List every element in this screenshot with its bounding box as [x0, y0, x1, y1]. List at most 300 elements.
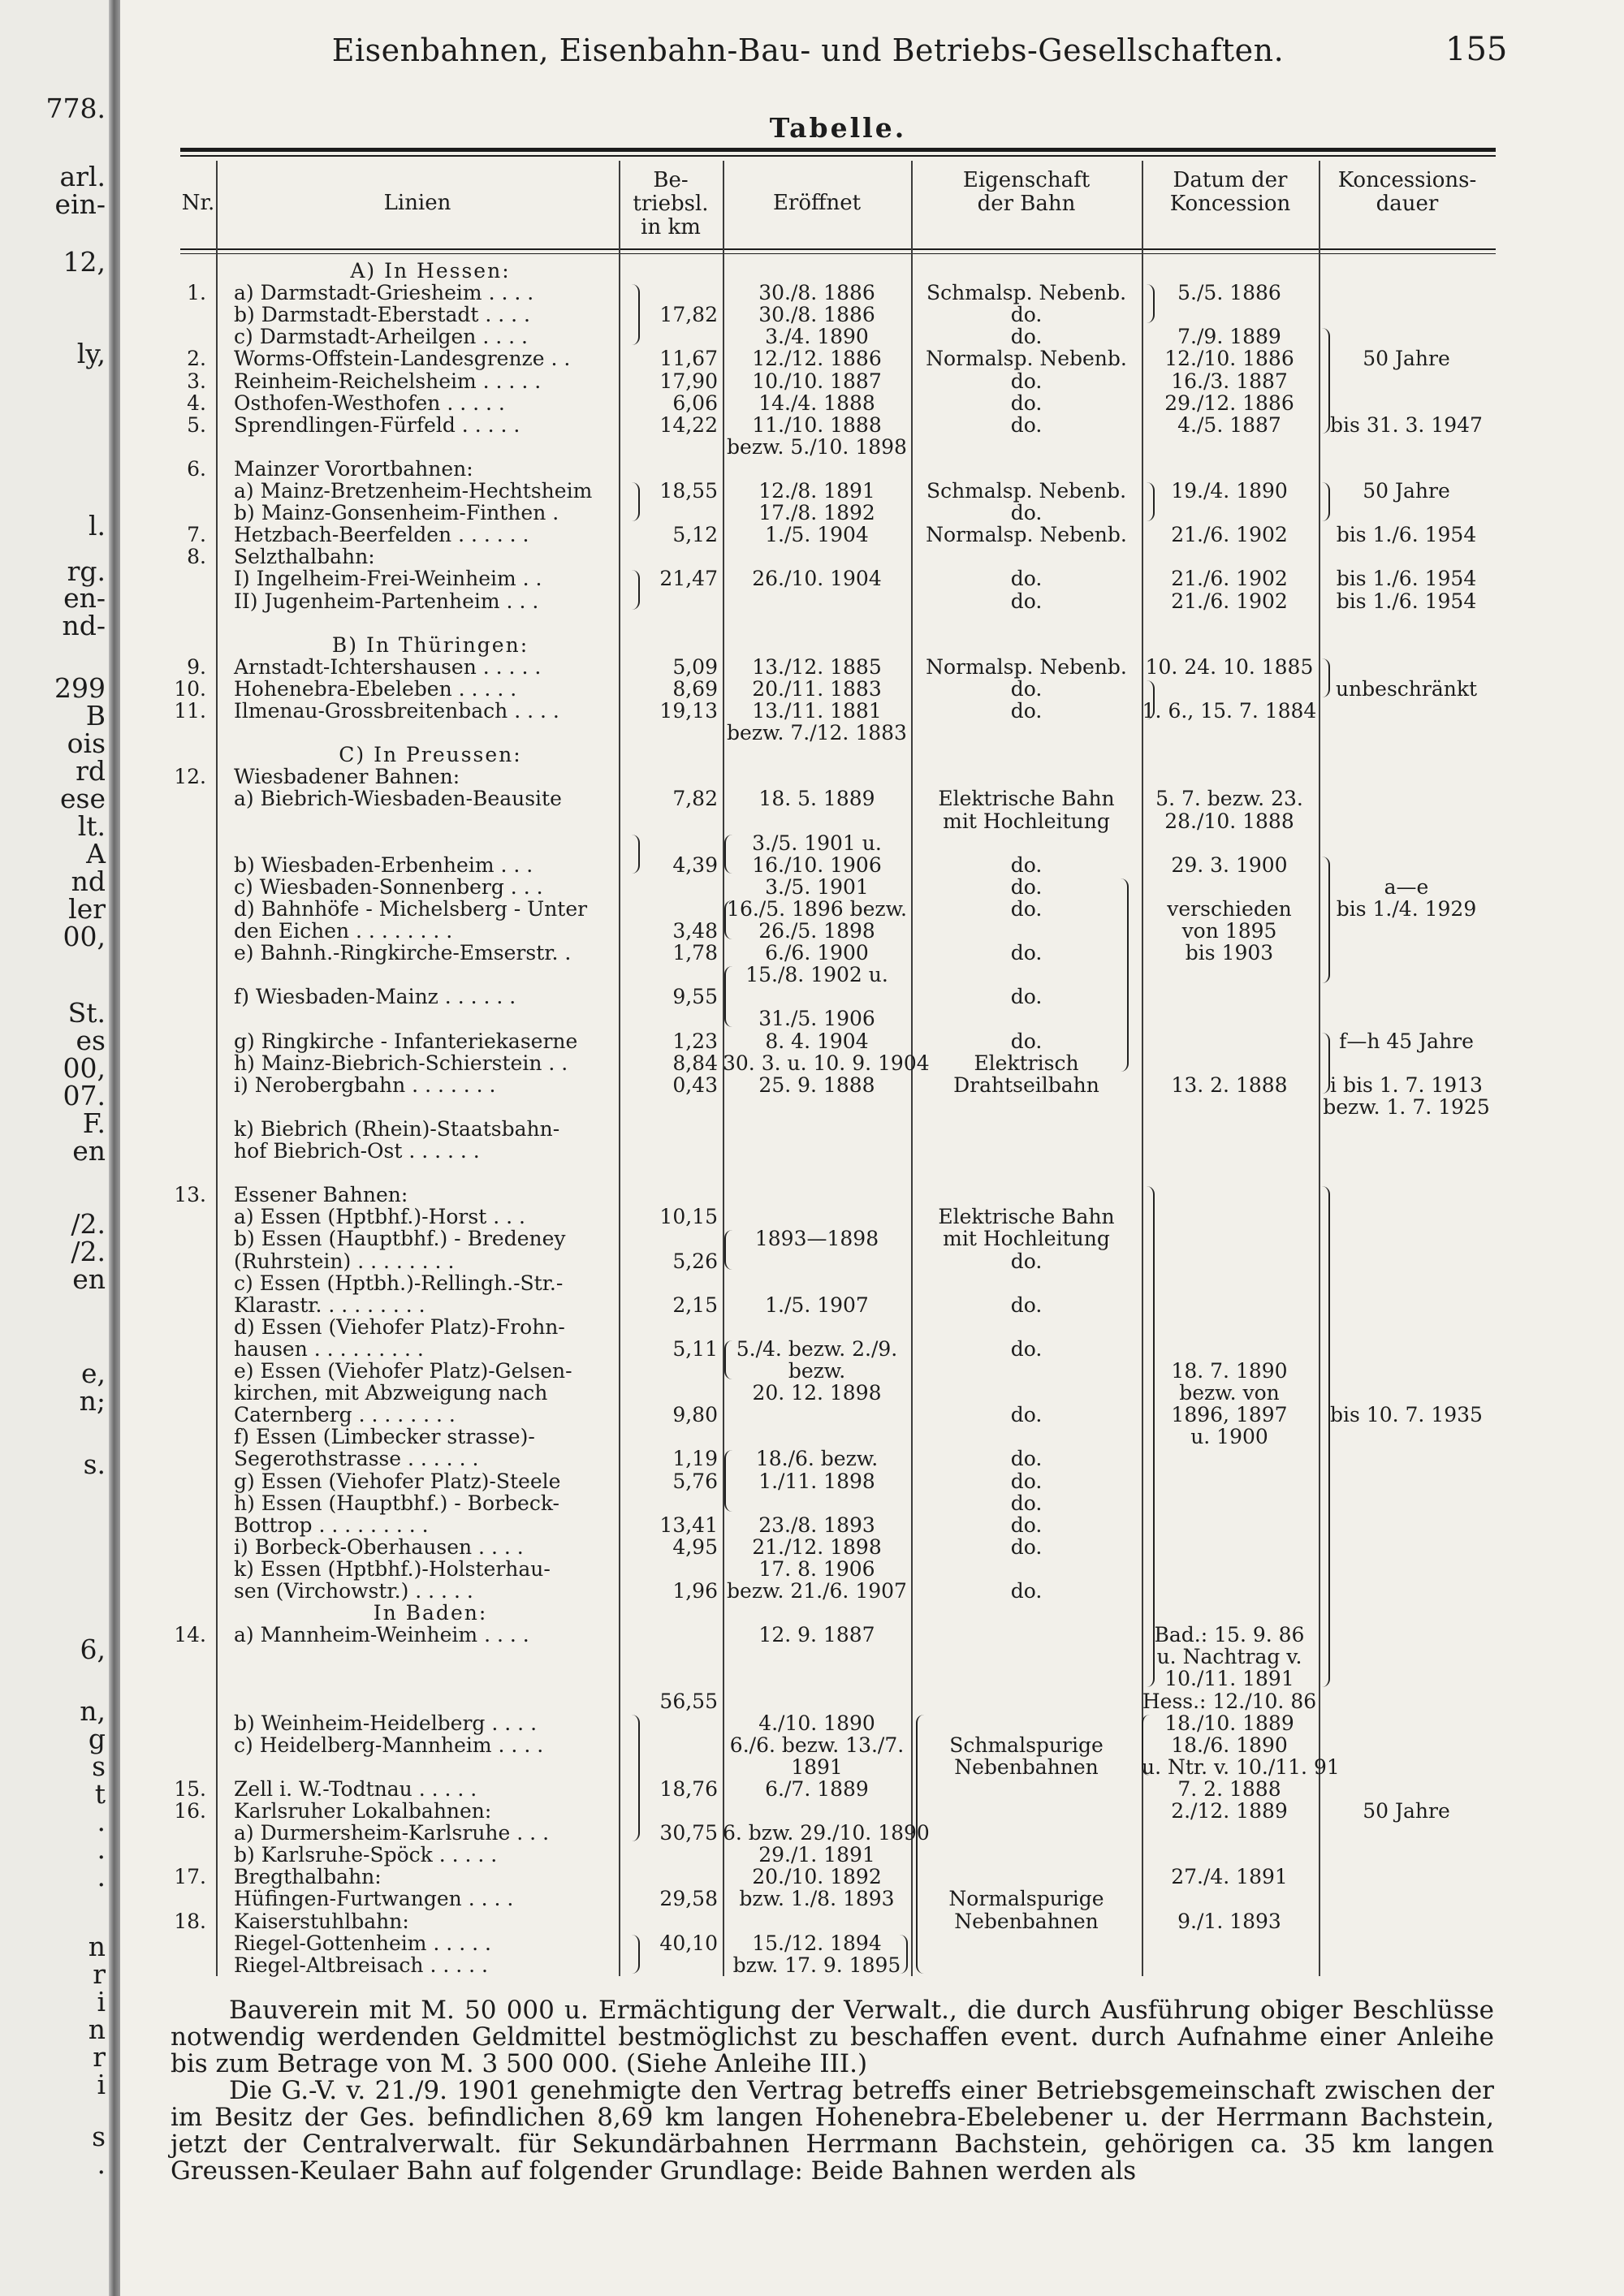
table-row	[0, 1932, 1624, 1954]
cell-date: 21./6. 1902	[1171, 589, 1288, 613]
margin-fragment: /2.	[71, 1208, 106, 1240]
margin-fragment: s	[92, 2121, 106, 2152]
cell-type: do.	[1010, 325, 1043, 348]
column-header-dauer: Koncessions- dauer	[1337, 168, 1477, 216]
curly-brace	[1322, 857, 1330, 983]
cell-nr: 14.	[174, 1623, 206, 1646]
body-text	[171, 1997, 1494, 2185]
cell-date: 10. 24. 10. 1885	[1145, 655, 1314, 679]
table-row	[0, 1272, 1624, 1294]
cell-nr: 7.	[187, 523, 206, 546]
cell-type: do.	[1010, 1513, 1043, 1537]
cell-type: Normalspurige	[948, 1887, 1104, 1910]
cell-type: do.	[1010, 1447, 1043, 1470]
section-heading-row	[0, 744, 1624, 766]
margin-fragment: .	[97, 1861, 106, 1892]
cell-dur: bis 10. 7. 1935	[1330, 1403, 1483, 1426]
cell-dur: unbeschränkt	[1335, 677, 1478, 701]
table-row	[0, 1844, 1624, 1866]
cell-open: 18. 5. 1889	[758, 787, 875, 810]
cell-line: sen (Virchowstr.) . . . . .	[234, 1579, 473, 1603]
cell-line: Caternberg . . . . . . . .	[234, 1403, 456, 1426]
cell-date: 1. 6., 15. 7. 1884	[1142, 699, 1317, 723]
cell-line: b) Wiesbaden-Erbenheim . . .	[234, 853, 533, 877]
cell-open: 1./11. 1898	[758, 1470, 875, 1493]
table-body	[0, 260, 1624, 1981]
cell-type: Elektrisch	[974, 1051, 1079, 1075]
cell-open: 10./10. 1887	[752, 369, 882, 393]
cell-open: 18./6. bezw.	[755, 1447, 879, 1470]
table-row	[0, 1866, 1624, 1888]
table-row	[0, 1514, 1624, 1536]
cell-nr: 5.	[187, 413, 206, 437]
cell-type: do.	[1010, 1535, 1043, 1559]
cell-line: Riegel-Gottenheim . . . . .	[234, 1931, 491, 1955]
table-row	[0, 568, 1624, 589]
cell-len: 3,48	[672, 919, 718, 943]
cell-line: Kaiserstuhlbahn:	[234, 1910, 409, 1933]
table-row	[0, 1580, 1624, 1602]
table-row	[0, 524, 1624, 546]
cell-line: a) Darmstadt-Griesheim . . . .	[234, 281, 534, 304]
cell-open: 30. 3. u. 10. 9. 1904	[723, 1051, 930, 1075]
table-row	[0, 942, 1624, 964]
cell-date: 7. 2. 1888	[1177, 1777, 1281, 1801]
table-row	[0, 722, 1624, 744]
cell-open: 12./8. 1891	[758, 479, 875, 503]
cell-open: 23./8. 1893	[758, 1513, 875, 1537]
column-header-nr: Nr.	[181, 191, 215, 215]
cell-open: 15./12. 1894	[752, 1931, 882, 1955]
cell-type: do.	[1010, 985, 1043, 1008]
cell-date: 13. 2. 1888	[1171, 1073, 1288, 1097]
cell-len: 5,12	[672, 523, 718, 546]
cell-len: 9,55	[672, 985, 718, 1008]
table-row	[0, 458, 1624, 480]
table-row	[0, 1316, 1624, 1338]
cell-line: Hüfingen-Furtwangen . . . .	[234, 1887, 514, 1910]
cell-type: Elektrische Bahn	[938, 1205, 1115, 1228]
cell-type: mit Hochleitung	[943, 1227, 1110, 1250]
margin-fragment: .	[97, 2148, 106, 2180]
cell-dur: 50 Jahre	[1363, 1799, 1450, 1823]
cell-open: bezw. 5./10. 1898	[727, 435, 907, 459]
cell-type: Elektrische Bahn	[938, 787, 1115, 810]
cell-type: Nebenbahnen	[954, 1755, 1099, 1779]
table-row	[0, 436, 1624, 458]
cell-nr: 12.	[174, 765, 206, 788]
curly-brace	[632, 482, 640, 521]
cell-line: Mainzer Vorortbahnen:	[234, 457, 473, 481]
cell-open: 3./4. 1890	[765, 325, 869, 348]
curly-brace	[724, 966, 732, 1027]
cell-date: 18./6. 1890	[1171, 1733, 1288, 1757]
cell-line: Klarastr. . . . . . . . .	[234, 1293, 425, 1317]
cell-type: do.	[1010, 941, 1043, 965]
cell-line: k) Essen (Hptbhf.)-Holsterhau-	[234, 1557, 551, 1581]
cell-date: von 1895	[1181, 919, 1277, 943]
cell-line: Karlsruher Lokalbahnen:	[234, 1799, 492, 1823]
cell-line: Reinheim-Reichelsheim . . . . .	[234, 369, 542, 393]
column-header-laenge: Be- triebsl. in km	[633, 168, 709, 240]
cell-line: c) Darmstadt-Arheilgen . . . .	[234, 325, 528, 348]
margin-fragment: e,	[80, 1357, 106, 1389]
cell-open: 25. 9. 1888	[758, 1073, 875, 1097]
cell-len: 21,47	[659, 567, 718, 590]
cell-type: do.	[1010, 589, 1043, 613]
cell-date: u. Nachtrag v.	[1156, 1645, 1302, 1668]
curly-brace	[632, 1935, 640, 1974]
cell-open: bzw. 17. 9. 1895	[732, 1953, 901, 1977]
table-row	[0, 1162, 1624, 1184]
table-top-rule-thin	[180, 155, 1496, 157]
cell-date: bezw. von	[1179, 1381, 1280, 1405]
cell-open: 17. 8. 1906	[758, 1557, 875, 1581]
cell-line: C) In Preussen:	[339, 743, 522, 766]
cell-date: 7./9. 1889	[1177, 325, 1281, 348]
table-row	[0, 1888, 1624, 1910]
cell-open: 1893—1898	[754, 1227, 879, 1250]
cell-len: 29,58	[659, 1887, 718, 1910]
cell-open: 11./10. 1888	[752, 413, 882, 437]
cell-len: 11,67	[659, 347, 718, 370]
curly-brace	[900, 1935, 908, 1974]
margin-fragment: arl.	[59, 161, 106, 192]
cell-nr: 4.	[187, 391, 206, 415]
table-row	[0, 546, 1624, 568]
cell-line: Zell i. W.-Todtnau . . . . .	[234, 1777, 477, 1801]
cell-line: Arnstadt-Ichtershausen . . . . .	[234, 655, 542, 679]
cell-open: 13./11. 1881	[752, 699, 882, 723]
margin-fragment: i	[97, 2069, 106, 2100]
cell-len: 30,75	[659, 1821, 718, 1845]
table-row	[0, 1492, 1624, 1514]
cell-line: f) Wiesbaden-Mainz . . . . . .	[234, 985, 516, 1008]
cell-nr: 1.	[187, 281, 206, 304]
cell-line: d) Essen (Viehofer Platz)-Frohn-	[234, 1315, 565, 1339]
cell-dur: i bis 1. 7. 1913	[1330, 1073, 1483, 1097]
cell-line: kirchen, mit Abzweigung nach	[234, 1381, 548, 1405]
cell-len: 40,10	[659, 1931, 718, 1955]
cell-date: 10./11. 1891	[1164, 1667, 1294, 1690]
cell-open: 20./11. 1883	[752, 677, 882, 701]
curly-brace	[1142, 1715, 1150, 1776]
table-row	[0, 347, 1624, 369]
cell-dur: bis 31. 3. 1947	[1330, 413, 1483, 437]
margin-fragment: n	[88, 2013, 106, 2045]
table-row	[0, 392, 1624, 414]
cell-open: 6./6. bezw. 13./7.	[729, 1733, 905, 1757]
margin-fragment: ler	[68, 893, 106, 925]
cell-len: 1,23	[672, 1029, 718, 1053]
cell-type: do.	[1010, 1491, 1043, 1515]
cell-line: c) Wiesbaden-Sonnenberg . . .	[234, 875, 543, 899]
cell-type: do.	[1010, 303, 1043, 326]
cell-date: 21./6. 1902	[1171, 567, 1288, 590]
column-header-eigenschaft: Eigenschaft der Bahn	[962, 168, 1091, 216]
cell-date: 18. 7. 1890	[1171, 1359, 1288, 1383]
table-row	[0, 1426, 1624, 1448]
cell-type: Drahtseilbahn	[953, 1073, 1099, 1097]
cell-len: 4,39	[672, 853, 718, 877]
cell-dur: bis 1./6. 1954	[1336, 567, 1477, 590]
margin-fragment: g	[88, 1723, 106, 1754]
table-row	[0, 1118, 1624, 1140]
cell-nr: 11.	[174, 699, 206, 723]
cell-line: Worms-Offstein-Landesgrenze . .	[234, 347, 571, 370]
margin-fragment: r	[93, 1958, 106, 1990]
curly-brace	[1322, 482, 1330, 521]
margin-fragment: St.	[67, 997, 106, 1029]
page-number: 155	[1445, 31, 1508, 68]
table-row	[0, 1822, 1624, 1844]
cell-len: 5,76	[672, 1470, 718, 1493]
cell-date: 1896, 1897	[1171, 1403, 1288, 1426]
cell-type: do.	[1010, 875, 1043, 899]
cell-date: Bad.: 15. 9. 86	[1154, 1623, 1305, 1646]
cell-type: do.	[1010, 1403, 1043, 1426]
cell-open: 21./12. 1898	[752, 1535, 882, 1559]
cell-date: 29./12. 1886	[1164, 391, 1294, 415]
table-row	[0, 1008, 1624, 1029]
cell-line: b) Darmstadt-Eberstadt . . . .	[234, 303, 530, 326]
cell-line: a) Durmersheim-Karlsruhe . . .	[234, 1821, 550, 1845]
margin-fragment: nd-	[62, 610, 106, 641]
curly-brace	[724, 900, 732, 939]
cell-type: do.	[1010, 1579, 1043, 1603]
cell-open: 12. 9. 1887	[758, 1623, 875, 1646]
cell-line: Ilmenau-Grossbreitenbach . . . .	[234, 699, 559, 723]
table-row	[0, 1712, 1624, 1734]
table-row	[0, 1294, 1624, 1316]
table-row	[0, 1052, 1624, 1074]
cell-date: 5. 7. bezw. 23.	[1155, 787, 1303, 810]
curly-brace	[1147, 482, 1155, 521]
margin-fragment: t	[94, 1778, 106, 1810]
curly-brace	[1121, 878, 1129, 1072]
cell-line: B) In Thüringen:	[331, 633, 529, 657]
cell-len: 9,80	[672, 1403, 718, 1426]
cell-line: Wiesbadener Bahnen:	[234, 765, 460, 788]
cell-line: hof Biebrich-Ost . . . . . .	[234, 1139, 480, 1163]
column-header-eroeffnet: Eröffnet	[772, 191, 862, 215]
cell-nr: 18.	[174, 1910, 206, 1933]
cell-date: 2./12. 1889	[1171, 1799, 1288, 1823]
cell-line: Selzthalbahn:	[234, 545, 375, 568]
cell-line: Hetzbach-Beerfelden . . . . . .	[234, 523, 529, 546]
margin-fragment: .	[97, 1833, 106, 1865]
cell-type: do.	[1010, 897, 1043, 921]
cell-len: 19,13	[659, 699, 718, 723]
cell-line: i) Nerobergbahn . . . . . . .	[234, 1073, 496, 1097]
cell-type: do.	[1010, 1293, 1043, 1317]
table-row	[0, 876, 1624, 898]
table-row	[0, 370, 1624, 392]
cell-open: 26./10. 1904	[752, 567, 882, 590]
table-row	[0, 1404, 1624, 1426]
table-row	[0, 1360, 1624, 1382]
cell-open: 1891	[791, 1755, 843, 1779]
curly-brace	[1147, 284, 1155, 323]
curly-brace	[632, 1715, 640, 1841]
cell-open: 14./4. 1888	[758, 391, 875, 415]
section-heading-row	[0, 260, 1624, 282]
cell-date: bis 1903	[1185, 941, 1274, 965]
cell-dur: 50 Jahre	[1363, 479, 1450, 503]
table-row	[0, 1624, 1624, 1646]
cell-type: do.	[1010, 699, 1043, 723]
table-row	[0, 1910, 1624, 1932]
cell-len: 5,11	[672, 1337, 718, 1361]
cell-nr: 17.	[174, 1865, 206, 1888]
margin-fragment: l.	[88, 510, 106, 542]
cell-type: Schmalsp. Nebenb.	[926, 281, 1127, 304]
cell-line: A) In Hessen:	[350, 259, 511, 283]
cell-line: a) Mannheim-Weinheim . . . .	[234, 1623, 529, 1646]
column-header-datum: Datum der Koncession	[1169, 168, 1291, 216]
curly-brace	[724, 1450, 732, 1512]
cell-line: Sprendlingen-Fürfeld . . . . .	[234, 413, 520, 437]
cell-open: 17./8. 1892	[758, 501, 875, 524]
cell-date: verschieden	[1167, 897, 1292, 921]
cell-line: c) Essen (Hptbh.)-Rellingh.-Str.-	[234, 1271, 564, 1295]
curly-brace	[1322, 1033, 1330, 1094]
cell-open: 1./5. 1907	[765, 1293, 869, 1317]
cell-len: 5,09	[672, 655, 718, 679]
curly-brace	[724, 1230, 732, 1270]
table-row	[0, 1668, 1624, 1690]
cell-line: Essener Bahnen:	[234, 1183, 408, 1206]
cell-dur: a—e	[1384, 875, 1429, 899]
curly-brace	[916, 1715, 924, 1974]
margin-fragment: ois	[67, 727, 106, 759]
table-row	[0, 1250, 1624, 1272]
cell-len: 17,90	[659, 369, 718, 393]
table-top-rule	[180, 148, 1496, 152]
table-row	[0, 1646, 1624, 1668]
cell-date: 29. 3. 1900	[1171, 853, 1288, 877]
cell-open: 3./5. 1901 u.	[752, 831, 882, 855]
cell-len: 5,26	[672, 1249, 718, 1273]
table-row	[0, 1558, 1624, 1580]
cell-len: 8,84	[672, 1051, 718, 1075]
cell-line: i) Borbeck-Oberhausen . . . .	[234, 1535, 524, 1559]
table-row	[0, 986, 1624, 1008]
cell-len: 1,19	[672, 1447, 718, 1470]
margin-fragment: ein-	[54, 188, 106, 220]
cell-dur: bis 1./4. 1929	[1336, 897, 1477, 921]
cell-nr: 8.	[187, 545, 206, 568]
cell-len: 17,82	[659, 303, 718, 326]
curly-brace	[1322, 1186, 1330, 1687]
table-row	[0, 1074, 1624, 1096]
table-row	[0, 326, 1624, 347]
cell-open: 6./7. 1889	[765, 1777, 869, 1801]
margin-fragment: en	[72, 1263, 106, 1295]
margin-fragment: .	[97, 1806, 106, 1837]
cell-open: bezw. 7./12. 1883	[727, 721, 907, 744]
table-row	[0, 1096, 1624, 1118]
cell-type: do.	[1010, 413, 1043, 437]
table-row	[0, 854, 1624, 876]
margin-fragment: rg.	[67, 555, 106, 587]
cell-date: 27./4. 1891	[1171, 1865, 1288, 1888]
curly-brace	[632, 284, 640, 345]
table-row	[0, 898, 1624, 920]
cell-open: 16./5. 1896 bezw.	[727, 897, 907, 921]
cell-open: 30./8. 1886	[758, 281, 875, 304]
curly-brace	[1147, 1186, 1155, 1687]
cell-nr: 15.	[174, 1777, 206, 1801]
table-row	[0, 1184, 1624, 1206]
table-row	[0, 788, 1624, 809]
cell-len: 10,15	[659, 1205, 718, 1228]
margin-fragment: lt.	[77, 810, 106, 842]
table-row	[0, 1778, 1624, 1800]
cell-len: 18,55	[659, 479, 718, 503]
cell-open: 20. 12. 1898	[752, 1381, 882, 1405]
cell-len: 2,15	[672, 1293, 718, 1317]
cell-nr: 13.	[174, 1183, 206, 1206]
cell-type: do.	[1010, 567, 1043, 590]
table-caption: Tabelle.	[769, 112, 907, 144]
cell-line: Osthofen-Westhofen . . . . .	[234, 391, 505, 415]
cell-line: c) Heidelberg-Mannheim . . . .	[234, 1733, 544, 1757]
table-header-rule	[180, 248, 1496, 250]
cell-open: 26./5. 1898	[758, 919, 875, 943]
paragraph: Die G.-V. v. 21./9. 1901 genehmigte den Vertrag betreffs einer Betriebsgemeinschaft zwischen der im Besitz der Ges. befindlichen 8,69 km langen Hohenebra-Ebelebener u. der Herrmann Bachstein, jetzt der Centralverwalt. für Sekundärbahnen Herrmann Bachstein, gehörigen ca. 35 km langen Greussen-Keulaer Bahn auf folgender Grundlage: Beide Bahnen werden als	[171, 2076, 1494, 2186]
cell-len: 56,55	[659, 1690, 718, 1713]
cell-date: 21./6. 1902	[1171, 523, 1288, 546]
cell-open: bezw. 21./6. 1907	[727, 1579, 907, 1603]
cell-line: Hohenebra-Ebeleben . . . . .	[234, 677, 517, 701]
table-row	[0, 304, 1624, 326]
table-row	[0, 1470, 1624, 1492]
cell-type: do.	[1010, 1029, 1043, 1053]
column-header-linien: Linien	[383, 191, 451, 215]
margin-fragment: en	[72, 1135, 106, 1167]
margin-fragment: B	[85, 700, 106, 732]
table-row	[0, 480, 1624, 502]
table-row	[0, 1690, 1624, 1712]
cell-open: 6./6. 1900	[765, 941, 869, 965]
cell-date: 12./10. 1886	[1164, 347, 1294, 370]
table-row	[0, 700, 1624, 722]
cell-line: Bottrop . . . . . . . . .	[234, 1513, 429, 1537]
cell-open: 8. 4. 1904	[765, 1029, 869, 1053]
cell-nr: 16.	[174, 1799, 206, 1823]
margin-fragment: r	[93, 2041, 106, 2073]
table-row	[0, 414, 1624, 436]
cell-type: do.	[1010, 1470, 1043, 1493]
table-row	[0, 964, 1624, 986]
table-row	[0, 1140, 1624, 1162]
cell-dur: 50 Jahre	[1363, 347, 1450, 370]
margin-fragment: 778.	[45, 93, 106, 124]
cell-nr: 3.	[187, 369, 206, 393]
table-row	[0, 1800, 1624, 1822]
cell-line: (Ruhrstein) . . . . . . . .	[234, 1249, 455, 1273]
cell-line: h) Essen (Hauptbhf.) - Borbeck-	[234, 1491, 560, 1515]
cell-line: e) Bahnh.-Ringkirche-Emserstr. .	[234, 941, 572, 965]
table-row	[0, 656, 1624, 678]
curly-brace	[632, 570, 640, 610]
cell-date: u. Ntr. v. 10./11. 91	[1142, 1755, 1340, 1779]
table-row	[0, 920, 1624, 942]
cell-len: 6,06	[672, 391, 718, 415]
cell-open: 4./10. 1890	[758, 1711, 875, 1735]
cell-len: 4,95	[672, 1535, 718, 1559]
